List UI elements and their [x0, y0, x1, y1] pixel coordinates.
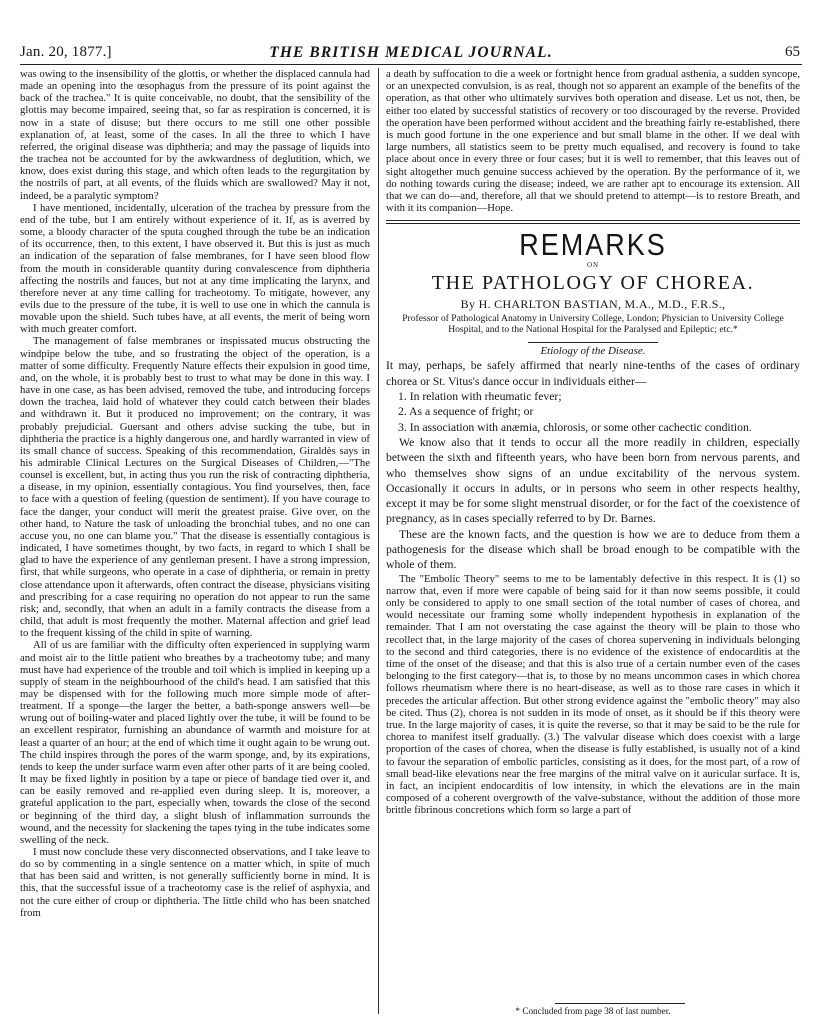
left-paragraph-3: The management of false membranes or inspissated mucus obstructing the windpipe below the tube, and so frustrating the object of the operation, is a matter of some difficulty. Frequently Nature effects their expulsion in good time, and, on the whole, it is probably best to trust to what may be done in this way. I have in one case, as has been advised, removed the tube, and introducing forceps down the trachea, laid hold of whatever they could catch between their blades and withdrawn it. But it produced no improvement; on the contrary, it was probably prejudicial. Guersant and others advise sucking the tube, but in diphtheria the practice is a highly dangerous one, and hardly warranted in view of its small chance of success. Speaking of this recommendation, Giraldès says in his admirable Clinical Lectures on the Surgical Diseases of Children,—"The counsel is excellent, but, in acting thus you run the risk of contracting diphtheria, a disease, in my opinion, essentially contagious. You find yourselves, then, face to face with a question of feeling (question de sentiment). If you have courage to face the danger, your conduct will merit the greatest praise. Give over, on the other hand, to Nature the task of unloading the bronchial tubes, and no one can accuse you, no one can blame you." That the disease is essentially contagious is indicated, I have sometimes thought, by two facts, in regard to which I shall be glad to have the experience of any gentleman present. I have a strong impression, first, that while surgeons, who operate in a case of diphtheria, or remain in pretty close attendance upon it afterwards, often contract the disease, physicians visiting and prescribing for a case requiring no operation do not appear to run the same risk; and, secondly, that when an adult in a family contracts the disease from a child, that adult is most frequently the mother. Maternal affection and grief lead to the frequent kissing of the child in spite of warning.: [20, 335, 370, 640]
article-body-large: [386, 358, 800, 572]
list-item: 1. In relation with rheumatic fever;: [398, 390, 562, 404]
article-byline: By H. CHARLTON BASTIAN, M.A., M.D., F.R.S.,: [460, 297, 726, 312]
article-paragraph-1: It may, perhaps, be safely affirmed that nearly nine-tenths of the cases of ordinary chorea or St. Vitus's dance occur in individuals either—: [386, 359, 800, 388]
article-paragraph-3: These are the known facts, and the question is how we are to deduce from them a pathogenesis for the disease which shall be broad enough to be compatible with the whole of them.: [386, 527, 800, 572]
footnote: * Concluded from page 38 of last number.: [515, 1006, 671, 1016]
article-separator-thin: [386, 223, 800, 224]
left-paragraph-4: All of us are familiar with the difficulty often experienced in supplying warm and moist air to the little patient who breathes by a tracheotomy tube; and many must have had experience of the trouble and toil which is implied in keeping up a supply of steam in the neighbourhood of the child's head. I am satisfied that this may be dispensed with for the following much more simple mode of after-treatment. If a sponge—the larger the better, a bath-sponge answers well—be wrung out of boiling-water and placed lightly over the tube, it will be found to be an excellent respirator, furnishing an abundance of warmth and moisture for at least a quarter of an hour; at the end of which time it ought again to be wrung out. The child inspires through the pores of the warm sponge, and, by its expirations, tends to keep the under surface warm even after other parts of it are being cooled. It may be fixed lightly in position by a tape or piece of bandage tied over it, and can be easily removed and re-applied even during sleep. It is, moreover, a grateful application to the part, especially when, towards the close of the second or beginning of the third day, a slight blush of inflammation surrounds the wound, and the necessity for slackening the tapes tying in the tube indicates some swelling of the neck.: [20, 639, 370, 846]
article-paragraph-2: We know also that it tends to occur all the more readily in children, especially between the sixth and fifteenth years, who have been born from nervous parents, and who themselves show signs of an undue excitability of the nervous system. Occasionally it occurs in adults, or in persons who seem in other respects healthy, except it may be for some slight menstrual disorder, or for the fact of the coexistence of pregnancy, as in cases specially referred to by Dr. Barnes.: [386, 435, 800, 526]
footnote-rule: [555, 1003, 685, 1004]
causes-list: [386, 389, 800, 435]
header-rule: [20, 64, 802, 65]
running-header: [20, 44, 802, 64]
left-paragraph-1: was owing to the insensibility of the glottis, or whether the displaced cannula had made an opening into the œsophagus from the pressure of its point against the back of the trachea." It is quite conceivable, no doubt, that the sensibility of the glottis may become impaired, seeing that, so far as respiration is concerned, it is now in a state of disuse; but there occurs to me still one other possible explanation of, at least, some of the cases. In all the three to which I have referred, the original disease was diphtheria; and may the passage of liquids into the trachea not be accounted for by the awkwardness of deglutition, which, we know, does exist during this stage, and which often leads to the regurgitation by the nostrils of part, at all events, of the fluids which are swallowed? May it not, indeed, be a paralytic symptom?: [20, 68, 370, 202]
section-rule: [528, 342, 658, 343]
column-divider: [378, 68, 379, 1014]
article-separator: [386, 220, 800, 221]
article-title: THE PATHOLOGY OF CHOREA.: [431, 272, 755, 295]
list-item: 3. In association with anæmia, chlorosis, or some other cachectic condition.: [398, 420, 752, 434]
left-paragraph-2: I have mentioned, incidentally, ulceration of the trachea by pressure from the end of the tube, but I am entirely without experience of it. If, as is averred by some, a bloody character of the sputa coughed through the tube be an indication of its occurrence, then, to this extent, I have observed it. But this is just as much an indication of the separation of false membranes, for I have seen blood flow from the mouth in considerable quantity during convalescence from diphtheria affecting the nostrils and fauces, but not at any time implicating the larynx, and therefore never at any time calling for tracheotomy. To mitigate, however, any evils due to the pressure of the tube, it is well to use one in which the cannula is movable upon the shield. Such tubes have, at all events, the merit of being worn with much greater comfort.: [20, 201, 370, 336]
issue-date: Jan. 20, 1877.]: [20, 44, 112, 60]
left-paragraph-5: I must now conclude these very disconnected observations, and I take leave to do so by commenting in a single sentence on a matter which, in spite of much that has been said and written, is not generally sufficiently borne in mind. It is this, that the successful issue of a tracheotomy case is the relief of asphyxia, and not the cure either of croup or diphtheria. The little child who has been snatched from: [20, 846, 370, 919]
list-item: 2. As a sequence of fright; or: [398, 405, 534, 419]
journal-title: THE BRITISH MEDICAL JOURNAL.: [269, 44, 553, 61]
right-column: [386, 68, 800, 817]
article-kicker: REMARKS: [519, 228, 667, 263]
author-affiliation: Professor of Pathological Anatomy in University College, London; Physician to University College Hospital, and to the National Hospital for the Paralysed and Epileptic; etc.*: [402, 313, 784, 336]
right-intro-paragraph: a death by suffocation to die a week or fortnight hence from gradual asthenia, a sudden syncope, or an unexpected convulsion, is as real, though not so apparent an example of the benefits of the operation, as that other who ultimately survives both operation and disease. Let us not, then, be either too elated by successful statistics of recovery or too discouraged by the reverse. Provided the operation have been performed without accident and the breathing fairly re-established, there is much good fortune in the one experience and but small blame in the other. If we deal with large numbers, all statistics seem to be pretty much equalised, and recovery is found to take place about once in every three or four cases; but it is well to remember, that this leaves out of sight altogether much genuine success achieved by the operation. By the performance of it, we do nothing towards curing the disease; indeed, we are rather apt to encourage its extension. All that we can do—and, therefore, all that we should pretend to attempt—is to restore Breath, and with it its companion—Hope.: [386, 68, 800, 215]
section-heading: Etiology of the Disease.: [540, 345, 646, 358]
left-column: [20, 68, 370, 919]
article-paragraph-4: The "Embolic Theory" seems to me to be lamentably defective in this respect. It is (1) so narrow that, even if more were capable of being said for it than now seems possible, it could only be considered to apply to one small section of the total number of cases of chorea, and would necessitate our framing some wholly independent hypothesis in explanation of the remainder. That I am not overstating the case against the theory will be plain to those who recollect that, in the large majority of the cases of chorea supervening in individuals belonging to the second and third categories, there is no evidence of the existence of endocarditis at the time of the onset of the disease; and that this is also true of a certain number even of the cases belonging to the first category—that is, to those by no means uncommon cases in which chorea follows rheumatism where there is no heart-disease, as well as to those rare cases in which it precedes the articular affection. But other strong evidence against the "embolic theory" may also be cited. Thus (2), chorea is not sudden in its mode of onset, as it should be if this theory were true. In the large majority of cases, it is quite the reverse, so that it may be said to be the rule for chorea to manifest itself gradually. (3.) The valvular disease which does coexist with a large proportion of the cases of chorea, when the disease is fully established, is usually not of a kind to favour the separation of embolic particles, consisting as it does, for the most part, of a row of small bead-like elevations near the free margins of the mitral valve on it auricular surface. It is, in fact, an incipient endocarditis of low intensity, in which the elevations are in the main composed of a coherent overgrowth of the valve-substance, without the addition of those more brittle fibrinous concretions which form so large a part of: [386, 572, 800, 817]
article-on: ON: [586, 261, 600, 270]
page-number: 65: [785, 44, 800, 60]
